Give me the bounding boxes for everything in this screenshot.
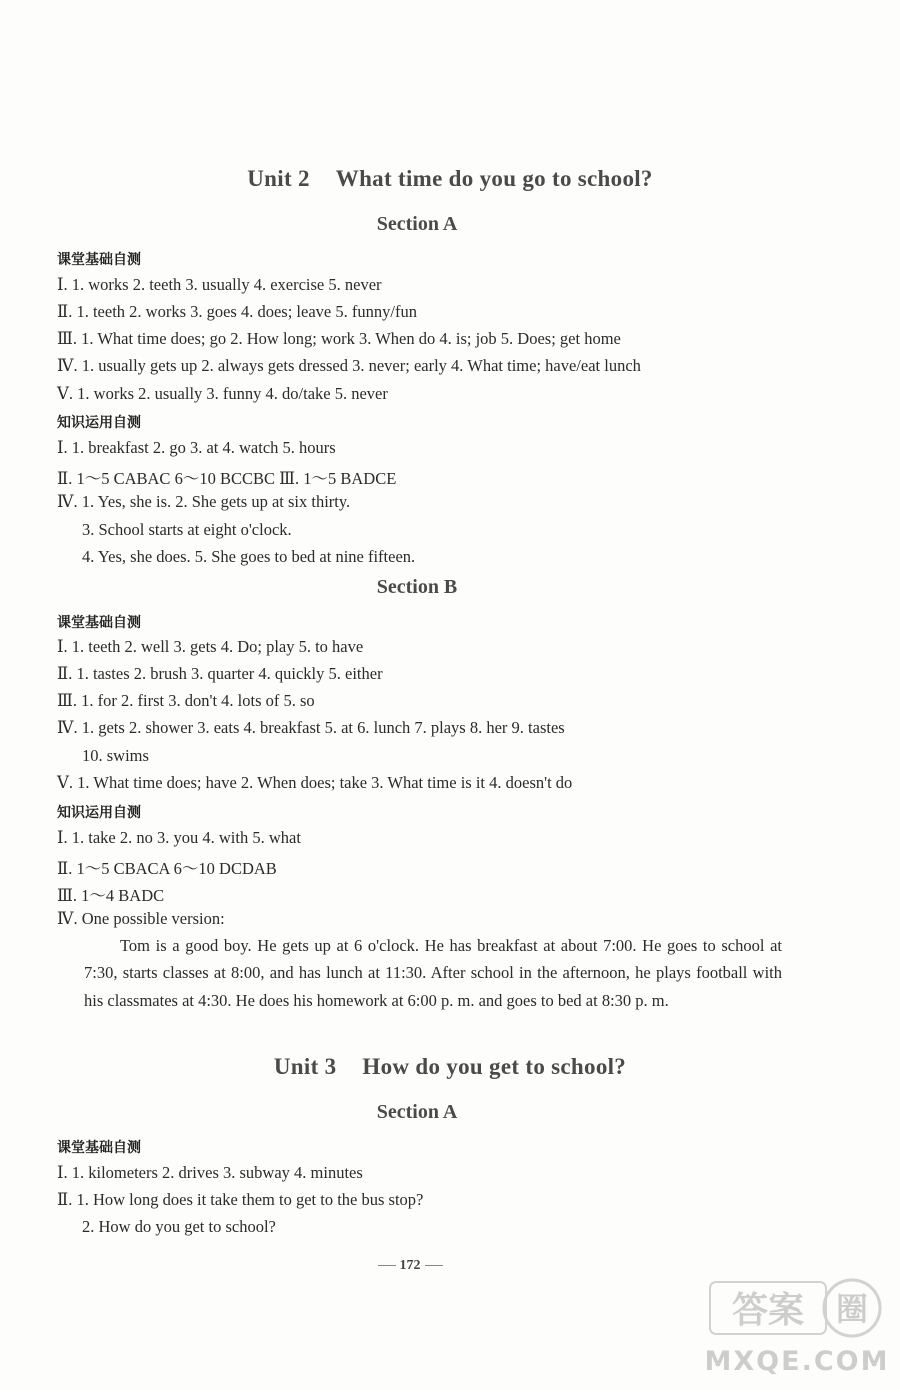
u2b-knowledge-test-heading: 知识运用自测 — [57, 805, 141, 821]
u2b-p1-line-5: 10. swims — [82, 746, 149, 765]
u2b-p1-line-4: Ⅳ. 1. gets 2. shower 3. eats 4. breakfast 5. at 6. lunch 7. plays 8. her 9. tastes — [57, 718, 565, 737]
unit-3-title: How do you get to school? — [362, 1054, 627, 1079]
watermark-top-text: 答案 — [731, 1290, 805, 1331]
u2a-p1-line-5: Ⅴ. 1. works 2. usually 3. funny 4. do/take 5. never — [57, 384, 388, 403]
unit-3-section-a-title: Section A — [376, 1101, 458, 1123]
u2b-p1-line-3: Ⅲ. 1. for 2. first 3. don't 4. lots of 5. so — [57, 691, 315, 710]
u2a-p2-indented-2: 4. Yes, she does. 5. She goes to bed at nine fifteen. — [82, 547, 416, 566]
u3a-p1-line-2: Ⅱ. 1. How long does it take them to get to the bus stop? — [57, 1190, 424, 1209]
unit-2-section-a-title: Section A — [376, 213, 458, 235]
u2b-p1-line-1: Ⅰ. 1. teeth 2. well 3. gets 4. Do; play 5. to have — [57, 637, 364, 656]
u2a-p2-line-2: Ⅱ. 1～5 CABAC 6～10 BCCBC Ⅲ. 1～5 BADCE — [57, 469, 397, 488]
watermark-bottom-text: MXQE.COM — [704, 1346, 890, 1377]
u3a-classroom-test-heading: 课堂基础自测 — [57, 1140, 141, 1156]
u2a-p2-line-1: Ⅰ. 1. breakfast 2. go 3. at 4. watch 5. hours — [57, 438, 336, 457]
unit-2-title: What time do you go to school? — [335, 166, 653, 191]
u2b-sample-essay: Tom is a good boy. He gets up at 6 o'clock. He has breakfast at about 7:00. He goes to school at 7:30, starts classes at 8:00, and has lunch at 11:30. After school in the afternoon, he plays football with his classmates at 4:30. He does his homework at 6:00 p. m. and goes to bed at 8:30 p. m. — [84, 936, 782, 1010]
unit-2-heading — [0, 166, 900, 192]
watermark-logo — [702, 1274, 892, 1384]
page-number — [0, 1258, 820, 1274]
page-number-text: 172 — [399, 1258, 421, 1273]
svg-text:圈: 圈 — [835, 1290, 869, 1328]
u2a-p1-line-4: Ⅳ. 1. usually gets up 2. always gets dressed 3. never; early 4. What time; have/eat lunch — [57, 356, 641, 375]
u2b-classroom-test-heading: 课堂基础自测 — [57, 615, 141, 631]
u2b-p1-line-2: Ⅱ. 1. tastes 2. brush 3. quarter 4. quickly 5. either — [57, 664, 383, 683]
u2a-p1-line-3: Ⅲ. 1. What time does; go 2. How long; work 3. When do 4. is; job 5. Does; get home — [57, 329, 621, 348]
u2b-p2-line-1: Ⅰ. 1. take 2. no 3. you 4. with 5. what — [57, 828, 301, 847]
unit-2-section-b-title: Section B — [376, 576, 458, 598]
unit-3-heading — [0, 1054, 900, 1080]
u2a-p2-line-3: Ⅳ. 1. Yes, she is. 2. She gets up at six thirty. — [57, 492, 351, 511]
u3a-p1-indented-1: 2. How do you get to school? — [82, 1217, 276, 1236]
u2a-p2-indented-1: 3. School starts at eight o'clock. — [82, 520, 292, 539]
u2b-p2-line-4: Ⅳ. One possible version: — [57, 909, 225, 928]
u3a-p1-line-1: Ⅰ. 1. kilometers 2. drives 3. subway 4. minutes — [57, 1163, 363, 1182]
u2a-classroom-test-heading: 课堂基础自测 — [57, 252, 141, 268]
u2a-p1-line-2: Ⅱ. 1. teeth 2. works 3. goes 4. does; leave 5. funny/fun — [57, 302, 417, 321]
u2b-p2-line-2: Ⅱ. 1～5 CBACA 6～10 DCDAB — [57, 859, 277, 878]
u2b-p2-line-3: Ⅲ. 1～4 BADC — [57, 886, 165, 905]
unit-3-label: Unit 3 — [273, 1054, 337, 1079]
u2a-knowledge-test-heading: 知识运用自测 — [57, 415, 141, 431]
u2b-p1-line-6: Ⅴ. 1. What time does; have 2. When does; take 3. What time is it 4. doesn't do — [57, 773, 573, 792]
unit-2-label: Unit 2 — [247, 166, 310, 191]
u2a-p1-line-1: Ⅰ. 1. works 2. teeth 3. usually 4. exercise 5. never — [57, 275, 382, 294]
